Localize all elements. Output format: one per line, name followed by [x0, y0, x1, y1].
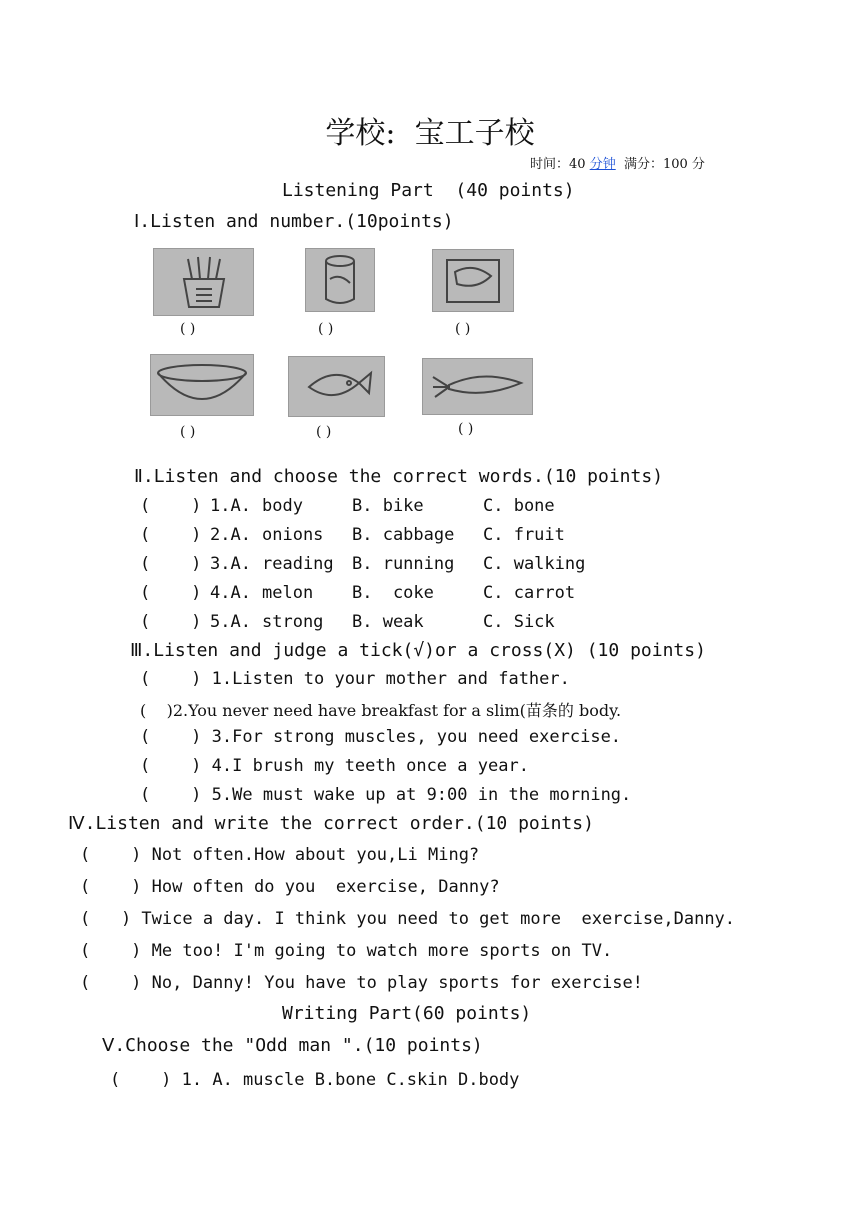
order-item: ( ) Me too! I'm going to watch more sports on TV. — [80, 941, 613, 961]
option-b: B. weak — [352, 612, 424, 632]
bowl-icon — [150, 354, 254, 416]
option-b: B. bike — [352, 496, 424, 516]
option-a: onions — [262, 525, 324, 545]
section1-title: Ⅰ.Listen and number.(10points) — [134, 211, 454, 232]
section4-title: Ⅳ.Listen and write the correct order.(10 points) — [68, 813, 594, 834]
exam-meta — [530, 153, 705, 172]
odd-man-item: ( ) 1. A. muscle B.bone C.skin D.body — [110, 1070, 520, 1090]
section5-title: Ⅴ.Choose the "Odd man ".(10 points) — [102, 1035, 483, 1056]
question-number: 5.A. — [210, 612, 251, 632]
order-item: ( ) Twice a day. I think you need to get more exercise,Danny. — [80, 909, 736, 929]
answer-bracket: ( ) — [140, 525, 202, 545]
french-fries-icon — [153, 248, 254, 316]
option-b: B. coke — [352, 583, 434, 603]
question-number: 4.A. — [210, 583, 251, 603]
option-c: C. walking — [483, 554, 586, 574]
judge-item: ( ) 1.Listen to your mother and father. — [140, 669, 570, 689]
option-c: C. fruit — [483, 525, 565, 545]
option-c: C. carrot — [483, 583, 576, 603]
fish-icon — [288, 356, 385, 417]
option-c: C. bone — [483, 496, 555, 516]
picture-2-bracket: ( ) — [318, 321, 334, 337]
picture-4-bracket: ( ) — [180, 424, 196, 440]
section3-title: Ⅲ.Listen and judge a tick(√)or a cross(X) (10 points) — [130, 640, 706, 661]
option-a: strong — [262, 612, 324, 632]
school-title: 学校: 宝工子校 — [325, 116, 535, 151]
picture-5-bracket: ( ) — [316, 424, 332, 440]
option-c: C. Sick — [483, 612, 555, 632]
option-a: reading — [262, 554, 334, 574]
picture-1-bracket: ( ) — [180, 321, 196, 337]
option-b: B. cabbage — [352, 525, 455, 545]
answer-bracket: ( ) — [140, 496, 202, 516]
judge-item: ( ) 4.I brush my teeth once a year. — [140, 756, 529, 776]
picture-6-bracket: ( ) — [458, 421, 474, 437]
order-item: ( ) No, Danny! You have to play sports for exercise! — [80, 973, 643, 993]
judge-item: ( ) 5.We must wake up at 9:00 in the morning. — [140, 785, 632, 805]
writing-part-title: Writing Part(60 points) — [282, 1003, 532, 1024]
full-score: 满分：100 分 — [615, 157, 705, 172]
judge-item: ( ) 3.For strong muscles, you need exercise. — [140, 727, 622, 747]
listening-part-title: Listening Part (40 points) — [282, 180, 575, 201]
answer-bracket: ( ) — [140, 583, 202, 603]
question-number: 3.A. — [210, 554, 251, 574]
judge-item: ( )2.You never need have breakfast for a slim(苗条的 body. — [140, 701, 622, 720]
question-number: 1.A. — [210, 496, 251, 516]
option-a: body — [262, 496, 303, 516]
question-number: 2.A. — [210, 525, 251, 545]
carrot-icon — [422, 358, 533, 415]
order-item: ( ) How often do you exercise, Danny? — [80, 877, 500, 897]
option-a: melon — [262, 583, 314, 603]
answer-bracket: ( ) — [140, 554, 202, 574]
order-item: ( ) Not often.How about you,Li Ming? — [80, 845, 480, 865]
snack-bag-icon — [432, 249, 514, 312]
picture-3-bracket: ( ) — [455, 321, 471, 337]
section2-title: Ⅱ.Listen and choose the correct words.(10 points) — [134, 466, 664, 487]
time-label: 时间：40 — [530, 157, 590, 172]
answer-bracket: ( ) — [140, 612, 202, 632]
soda-can-icon — [305, 248, 375, 312]
option-b: B. running — [352, 554, 455, 574]
time-unit-link[interactable]: 分钟 — [589, 157, 616, 172]
